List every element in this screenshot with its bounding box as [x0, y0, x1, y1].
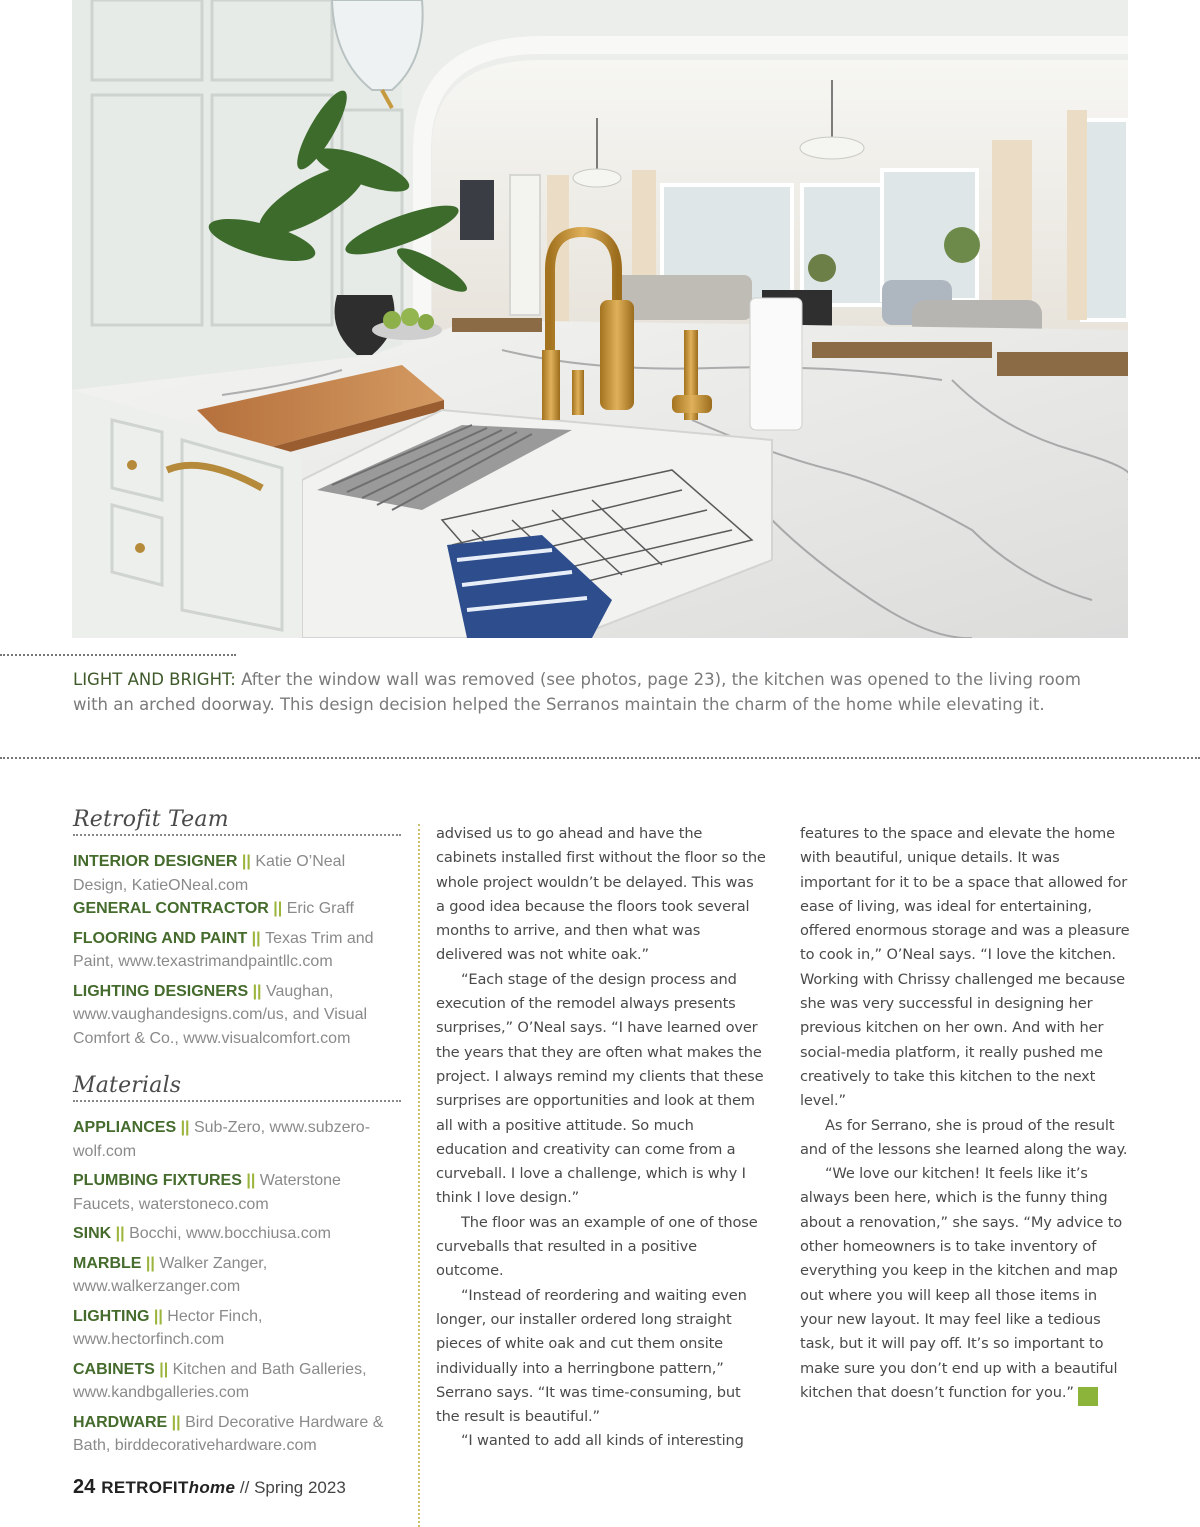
credit-role: INTERIOR DESIGNER [73, 853, 238, 870]
credit-item [73, 1411, 403, 1458]
credit-separator: || [167, 1413, 186, 1431]
credit-role: GENERAL CONTRACTOR [73, 900, 269, 917]
credit-value: Katie O’Neal Design, KatieONeal.com [73, 853, 346, 894]
magazine-name [101, 1478, 235, 1497]
credit-value: Hector Finch, www.hectorfinch.com [73, 1307, 263, 1348]
issue-label: // Spring 2023 [235, 1478, 346, 1497]
credit-separator: || [149, 1307, 168, 1325]
credit-separator: || [247, 929, 266, 947]
credit-role: HARDWARE [73, 1413, 168, 1431]
caption-rule-top [0, 654, 236, 656]
caption-rule-bottom [0, 757, 1200, 759]
article-paragraph: advised us to go ahead and have the cabinets installed first without the floor so the whole project wouldn’t be delayed. This was a good idea because the floors took several months to arrive, and then what was delivered was not white oak.” [436, 825, 766, 964]
article-paragraph: “I wanted to add all kinds of interesting [461, 1432, 744, 1450]
article-paragraph: The floor was an example of one of those curveballs that resulted in a positive outcome. [436, 1213, 758, 1280]
credits-sidebar [73, 806, 403, 1464]
article-paragraph: “Each stage of the design process and execution of the remodel always presents surprises,” O’Neal says. “I have learned over the years that they are often what makes the project. I always remind my clients that these surprises are opportunities and look at them all with a positive attitude. So much education and creativity can come from a curveball. I love a challenge, which is why I think I love design.” [436, 970, 764, 1207]
article-paragraph: “Instead of reordering and waiting even longer, our installer ordered long straight pieces of white oak and cut them onsite individually into a herringbone pattern,” Serrano says. “It was time-consuming, but the result is beautiful.” [436, 1286, 747, 1426]
credit-separator: || [268, 900, 287, 917]
credit-item [73, 1169, 403, 1216]
credit-value: Texas Trim and Paint, www.texastrimandpaintllc.com [73, 929, 374, 970]
article-paragraph: As for Serrano, she is proud of the result and of the lessons she learned along the way. [800, 1116, 1128, 1158]
credit-separator: || [111, 1225, 130, 1242]
photo-caption [73, 668, 1083, 717]
credit-role: LIGHTING DESIGNERS [73, 982, 249, 1000]
caption-lead: LIGHT AND BRIGHT: [73, 670, 236, 689]
article-column-2 [800, 822, 1130, 1406]
materials-heading: Materials [73, 1073, 182, 1098]
magazine-prefix: RETROFIT [101, 1478, 189, 1497]
credit-value: Bocchi, www.bocchiusa.com [129, 1225, 331, 1242]
credit-item [73, 1116, 403, 1163]
credit-item [73, 1305, 403, 1352]
credit-role: MARBLE [73, 1254, 142, 1272]
credit-role: PLUMBING FIXTURES [73, 1172, 242, 1189]
kitchen-photo [72, 0, 1128, 638]
credit-separator: || [176, 1119, 194, 1136]
article-paragraph-text: “We love our kitchen! It feels like it’s always been here, which is the funny thing about a renovation,” she says. “My advice to other homeowners is to take inventory of everything you keep in the kitchen and map out where you will keep all those items in your new layout. It may feel like a tedious task, but it will pay off. It’s so important to make sure you don’t end up with a beautiful kitchen that doesn’t function for you.” [800, 1165, 1123, 1401]
credit-separator: || [237, 853, 256, 870]
credit-role: FLOORING AND PAINT [73, 929, 248, 947]
credit-value: Walker Zanger, www.walkerzanger.com [73, 1254, 268, 1295]
kitchen-illustration [72, 0, 1128, 638]
credit-separator: || [141, 1254, 160, 1272]
credit-value: Waterstone Faucets, waterstoneco.com [73, 1172, 341, 1213]
credit-item [73, 927, 403, 974]
credit-item [73, 850, 403, 897]
credit-separator: || [154, 1360, 173, 1378]
article-column-1 [436, 822, 766, 1454]
credit-item [73, 1358, 403, 1405]
credit-value: Kitchen and Bath Galleries, www.kandbgalleries.com [73, 1360, 367, 1401]
credit-value: Bird Decorative Hardware & Bath, birddecorativehardware.com [73, 1413, 384, 1454]
credit-item [73, 897, 403, 921]
credit-item [73, 1222, 403, 1246]
article-paragraph [800, 1162, 1130, 1406]
page-footer [73, 1476, 346, 1499]
credit-separator: || [248, 982, 266, 1000]
credit-value: Vaughan, www.vaughandesigns.com/us, and Visual Comfort & Co., www.visualcomfort.com [73, 982, 368, 1047]
team-heading-rule [73, 834, 401, 836]
article-paragraph: features to the space and elevate the home with beautiful, unique details. It was important for it to be a space that allowed for ease of living, was ideal for entertaining, offered enormous storage and was a pleasure to cook in,” O’Neal says. “I love the kitchen. Working with Chrissy challenged me because she was very successful in designing her previous kitchen on her own. And with her social-media platform, it really pushed me creatively to take this kitchen to the next level.” [800, 825, 1130, 1110]
materials-heading-rule [73, 1100, 401, 1102]
credit-role: APPLIANCES [73, 1119, 177, 1136]
credit-item [73, 1252, 403, 1299]
page-number: 24 [73, 1476, 96, 1498]
credit-role: SINK [73, 1225, 112, 1242]
credit-separator: || [241, 1172, 260, 1189]
column-divider [418, 824, 420, 1527]
credit-value: Sub-Zero, www.subzero-wolf.com [73, 1119, 371, 1160]
credit-item [73, 980, 403, 1051]
credit-role: LIGHTING [73, 1307, 150, 1325]
caption-text: After the window wall was removed (see photos, page 23), the kitchen was opened to the living room with an arched doorway. This design decision helped the Serranos maintain the charm of the home while elevating it. [73, 670, 1081, 714]
credit-role: CABINETS [73, 1360, 155, 1378]
credit-value: Eric Graff [286, 900, 354, 917]
magazine-suffix: home [188, 1478, 236, 1497]
rh-end-mark-icon: R [1078, 1387, 1098, 1406]
team-heading: Retrofit Team [73, 807, 229, 832]
